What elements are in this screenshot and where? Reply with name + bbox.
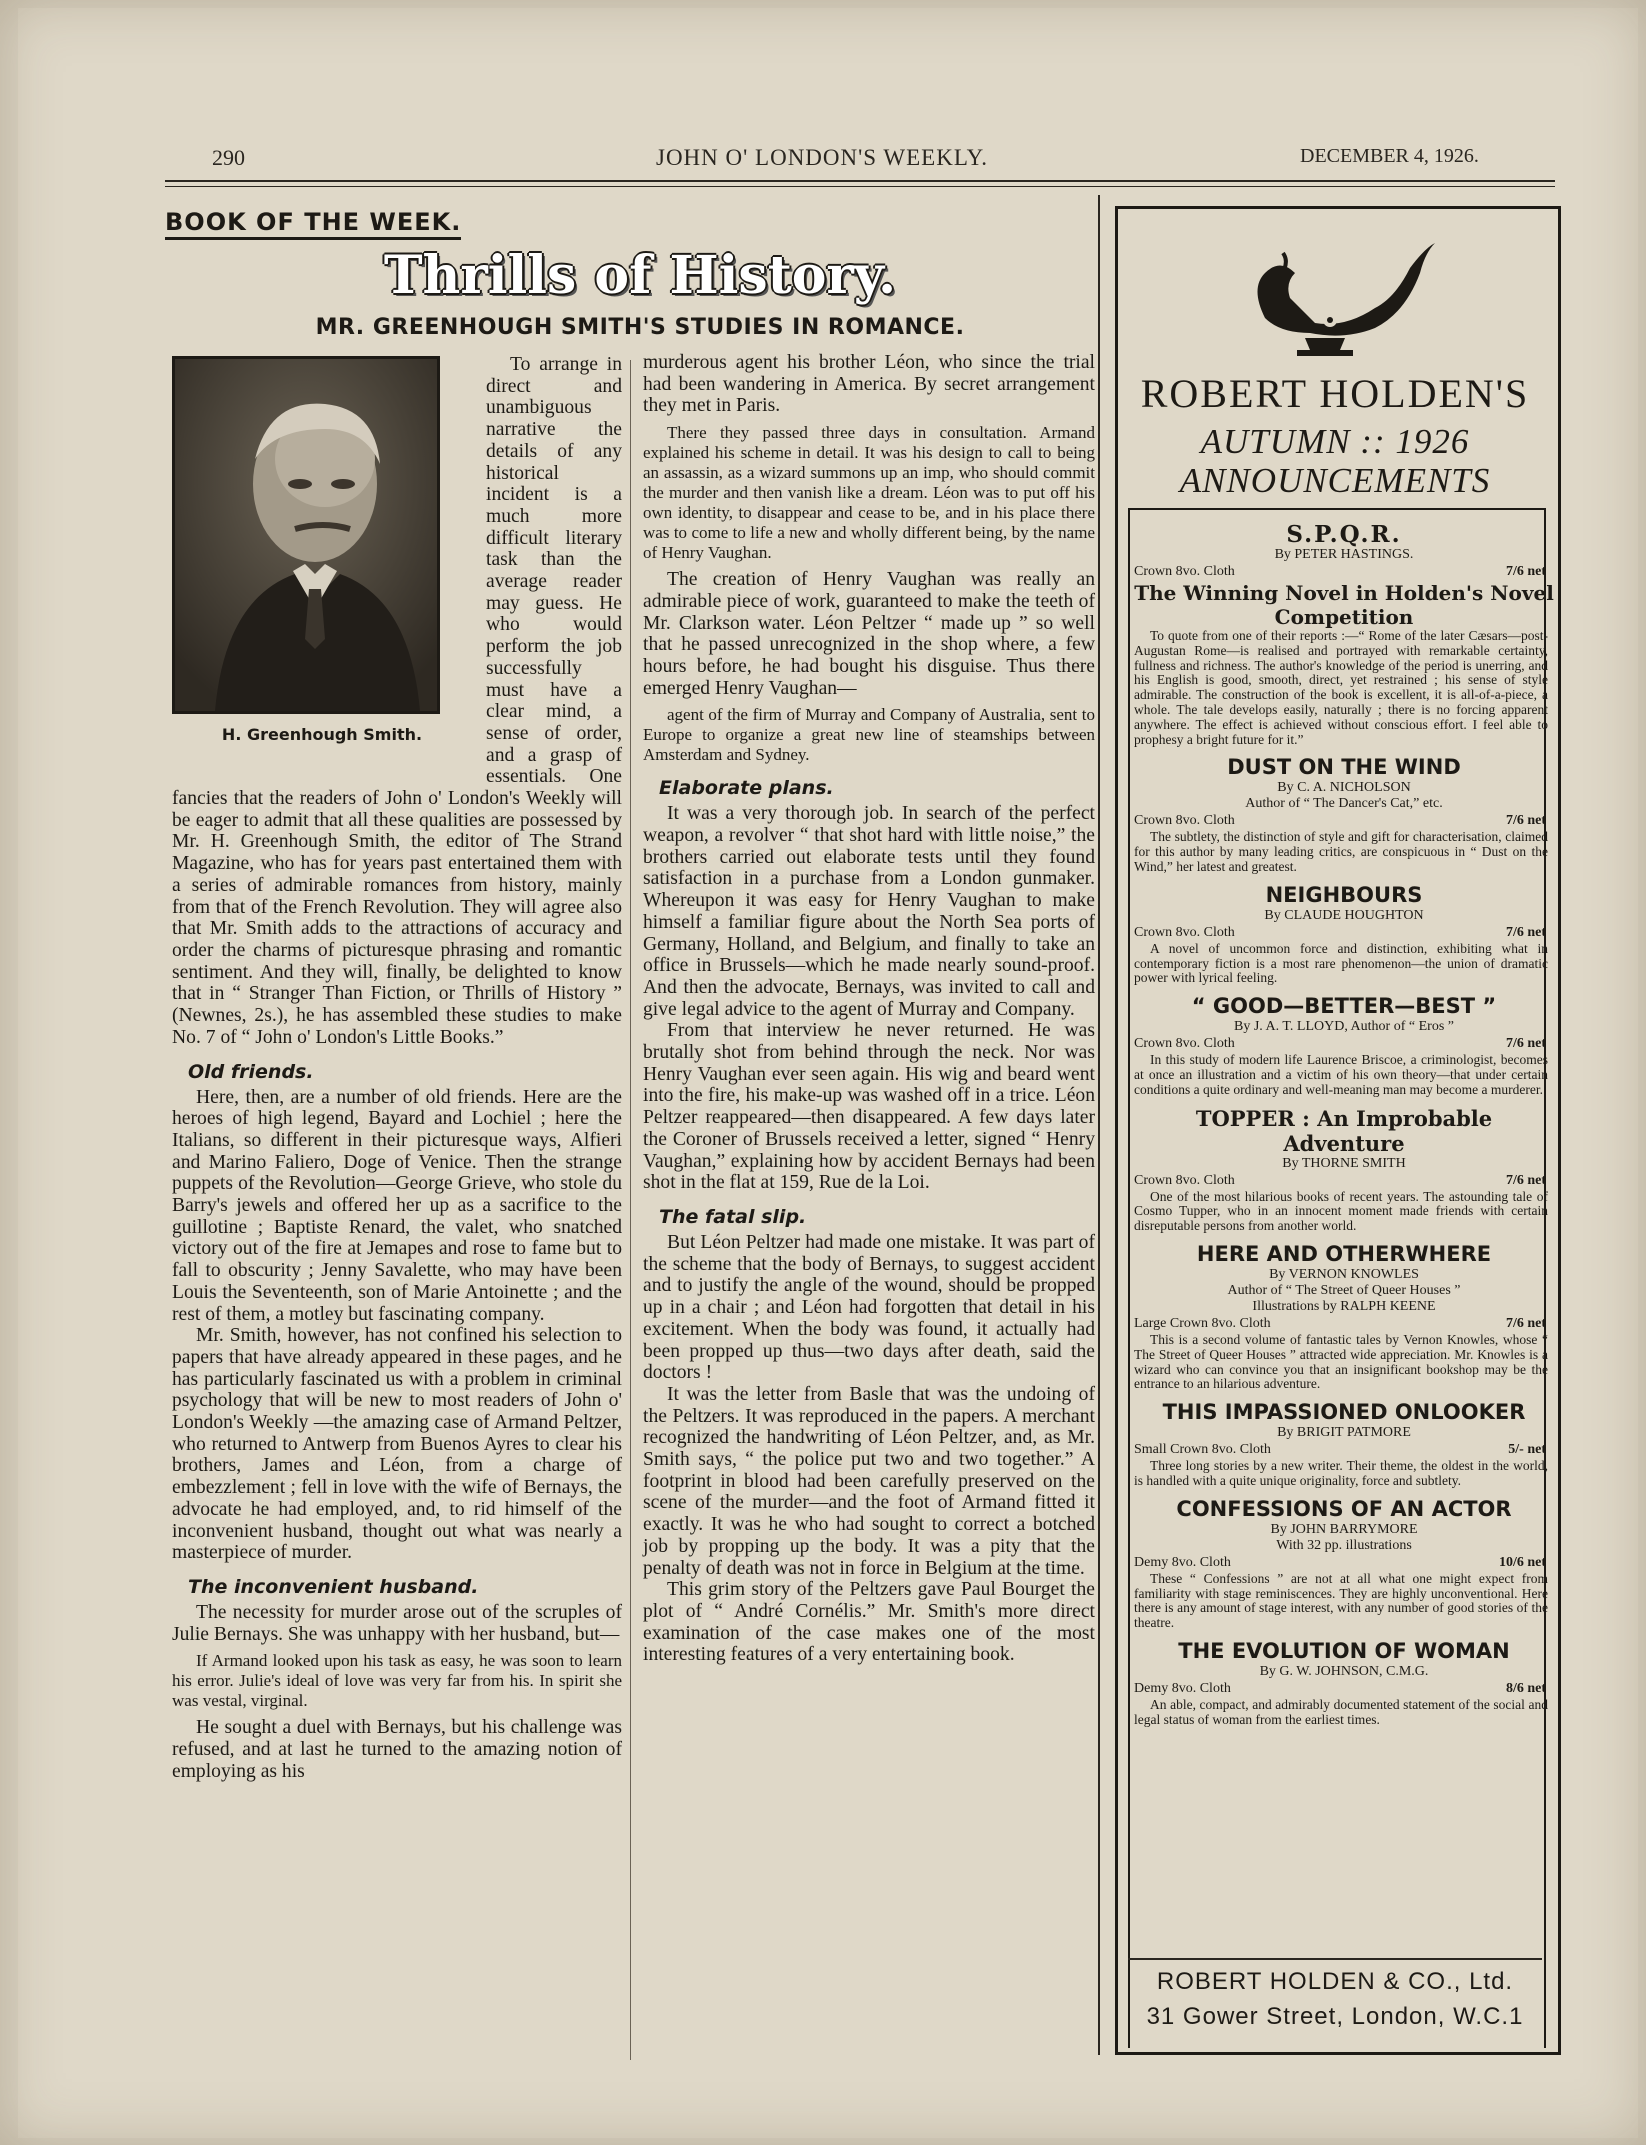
column-divider (630, 360, 631, 2060)
article-column-1 (172, 354, 622, 1782)
paragraph: Here, then, are a number of old friends. Here are the heroes of high legend, Bayard and Lochiel ; here the Italians, so different in their picturesque ways, Alfieri and Marino Faliero, Doge of Venice. Then the strange puppets of the Revolution—George Grieve, who stole du Barry's jewels and offered her up as a sacrifice to the guillotine ; Baptiste Renard, the valet, who snatched victory out of the fire at Jemapes and rose to fame but to fall to obscurity ; Jenny Savalette, who may have been Louis the Seventeenth, son of Marie Antoinette ; and the rest of them, a motley but fascinating company. (172, 1086, 622, 1325)
book-description: To quote from one of their reports :—“ Rome of the later Cæsars—post-Augustan Rome—is realised and portrayed with remarkable certainty, fullness and richness. The author's knowledge of the period is unerring, and his English is good, smooth, direct, yet restrained ; his sense of style admirable. The construction of the book is excellent, it is all-of-a-piece, a whole. The tale develops easily, naturally ; there is no forcing apparent anywhere. The effect is achieved without conscious effort. I feel able to prophesy a bright future for it.” (1134, 628, 1548, 747)
book-format-row (1134, 1554, 1554, 1572)
book-price: 7/6 net (1505, 1036, 1546, 1052)
article-subtitle: MR. GREENHOUGH SMITH'S STUDIES IN ROMANCE. (315, 315, 965, 340)
book-entry (1134, 1639, 1554, 1728)
book-format-row (1134, 1172, 1554, 1190)
book-entry (1134, 1106, 1554, 1234)
quotation: If Armand looked upon his task as easy, he was soon to learn his error. Julie's ideal of love was very far from his. In spirit she was vestal, virginal. (172, 1651, 622, 1711)
book-author: By THORNE SMITH (1282, 1155, 1406, 1171)
paragraph: He sought a duel with Bernays, but his challenge was refused, and at last he turned to the amazing notion of employing as his (172, 1717, 622, 1782)
book-price: 10/6 net (1498, 1554, 1546, 1570)
paragraph: The creation of Henry Vaughan was really an admirable piece of work, guaranteed to make the teeth of Mr. Clarkson water. Léon Peltzer “ made up ” so well that he passed unrecognized in the shop where, a few hours before, he had bought his disguise. Thus there emerged Henry Vaughan— (643, 569, 1095, 699)
book-entry (1134, 883, 1554, 986)
book-entry (1134, 522, 1554, 747)
lamp-logo (1235, 228, 1435, 368)
book-title: “ GOOD—BETTER—BEST ” (1191, 994, 1497, 1019)
book-entry (1134, 994, 1554, 1097)
ad-footer-rule (1128, 1958, 1542, 1960)
publisher-address: 31 Gower Street, London, W.C.1 (1146, 2003, 1524, 2030)
book-price: 8/6 net (1505, 1680, 1546, 1696)
book-entry (1134, 755, 1554, 874)
book-author: By PETER HASTINGS. (1274, 547, 1414, 562)
book-title: THE EVOLUTION OF WOMAN (1178, 1638, 1510, 1663)
book-list (1134, 522, 1554, 1736)
paragraph: To arrange in direct and unambiguous narrative the details of any historical incident is a much more difficult literary task than the average reader may guess. He who would perform the job successfully must have a clear mind, a sense of order, and a grasp of essentials. One fancies that the readers of John o' London's Weekly will be eager to admit that all these qualities are possessed by Mr. H. Greenhough Smith, the editor of The Strand Magazine, who has for years past entertained them with a series of admirable romances from history, mainly from that of the French Revolution. They will agree also that Mr. Smith adds to the attractions of accuracy and order the charms of picturesque phrasing and romantic sentiment. And they will, finally, be delighted to know that in “ Stranger Than Fiction, or Thrills of History ” (Newnes, 2s.), he has assembled these studies to make No. 7 of “ John o' London's Little Books.” (172, 354, 622, 1048)
section-label: BOOK OF THE WEEK. (165, 208, 461, 240)
ad-announcements: ANNOUNCEMENTS (1179, 461, 1491, 500)
book-format-row (1134, 1315, 1554, 1333)
subheading: The fatal slip. (659, 1205, 807, 1228)
header-rule-top (165, 180, 1555, 182)
book-entry (1134, 1497, 1554, 1631)
masthead: JOHN O' LONDON'S WEEKLY. (656, 145, 988, 170)
publisher-name: ROBERT HOLDEN'S (1140, 371, 1530, 416)
book-title: DUST ON THE WIND (1227, 755, 1461, 780)
book-price: 5/- net (1508, 1442, 1546, 1458)
book-description: These “ Confessions ” are not at all what one might expect from familiarity with stage reminiscences. They are highly unconventional. Here there is any amount of stage interest, with any number of good stories of the theatre. (1134, 1570, 1548, 1631)
issue-date: DECEMBER 4, 1926. (1300, 145, 1479, 167)
book-price: 7/6 net (1505, 1315, 1546, 1331)
header-rule-bottom (165, 186, 1555, 187)
paragraph: From that interview he never returned. He was brutally shot from behind through the neck. Nor was Henry Vaughan ever seen again. His wig and beard went into the fire, his make-up was washed off in a trice. Léon Peltzer reappeared—then disappeared. A few days later the Coroner of Brussels received a letter, signed “ Henry Vaughan,” explaining how by accident Bernays had been shot in the flat at 159, Rue de la Loi. (643, 1020, 1095, 1194)
ad-season: AUTUMN :: 1926 (1200, 422, 1470, 461)
book-title: NEIGHBOURS (1265, 882, 1423, 907)
book-award: The Winning Novel in Holden's Novel Competition (1134, 581, 1554, 629)
quotation: There they passed three days in consultation. Armand explained his scheme in detail. It was his design to call to being an assassin, as a wizard summons up an imp, who should commit the murder and then vanish like a dream. Léon was to put off his own identity, to disappear and cease to be, and in his place there was to come to life a new and wholly different being, by the name of Henry Vaughan. (643, 423, 1095, 563)
article-title: Thrills of History. (383, 245, 897, 306)
book-title: CONFESSIONS OF AN ACTOR (1176, 1496, 1512, 1521)
paragraph: This grim story of the Peltzers gave Paul Bourget the plot of “ André Cornélis.” Mr. Smith's more direct examination of the case makes one of the most interesting features of a very entertaining book. (643, 1579, 1095, 1666)
book-format: Small Crown 8vo. Cloth (1134, 1442, 1271, 1458)
photo-caption: H. Greenhough Smith. (221, 725, 423, 744)
book-author: By CLAUDE HOUGHTON (1264, 907, 1424, 923)
book-format-row (1134, 1035, 1554, 1053)
book-note: With 32 pp. illustrations (1276, 1537, 1412, 1553)
book-author: By VERNON KNOWLES (1269, 1266, 1419, 1282)
book-entry (1134, 1400, 1554, 1489)
book-description: The subtlety, the distinction of style and gift for characterisation, claimed for this author by many leading critics, are conspicuous in “ Dust on the Wind,” her latest and greatest. (1134, 829, 1548, 874)
publisher-company: ROBERT HOLDEN & CO., Ltd. (1156, 1968, 1514, 1995)
paragraph: Mr. Smith, however, has not confined his selection to papers that have already appeared in these pages, and he has particularly fascinated us with a problem in criminal psychology that will be new to most readers of John o' London's Weekly —the amazing case of Armand Peltzer, who returned to Antwerp from Buenos Ayres to clear his brothers, James and Léon, from a charge of embezzlement ; fell in love with the wife of Bernays, the advocate he had employed, and, to rid himself of the inconvenient husband, thought out what was nearly a masterpiece of murder. (172, 1325, 622, 1564)
author-portrait (172, 356, 440, 714)
book-format: Crown 8vo. Cloth (1134, 1172, 1235, 1188)
paragraph: murderous agent his brother Léon, who since the trial had been wandering in America. By secret arrangement they met in Paris. (643, 352, 1095, 417)
paragraph: But Léon Peltzer had made one mistake. It was part of the scheme that the body of Bernays, to suggest accident and to justify the angle of the wound, should be propped up in a chair ; and Léon had forgotten that detail in his excitement. When the body was found, it actually had been propped up thus—two days after death, said the doctors ! (643, 1231, 1095, 1384)
book-description: In this study of modern life Laurence Briscoe, a criminologist, becomes at once an illustration and a victim of his own theory—that under certain conditions a quite ordinary and well-meaning man may become a murderer. (1134, 1052, 1548, 1097)
book-title: HERE AND OTHERWHERE (1196, 1241, 1492, 1266)
book-entry (1134, 1242, 1554, 1392)
page-number: 290 (212, 145, 245, 170)
book-description: An able, compact, and admirably documented statement of the social and legal status of woman from the earliest times. (1134, 1696, 1548, 1727)
book-format-row (1134, 812, 1554, 830)
book-format: Large Crown 8vo. Cloth (1134, 1315, 1271, 1331)
book-illustrator: Illustrations by RALPH KEENE (1252, 1298, 1436, 1314)
book-title: THIS IMPASSIONED ONLOOKER (1162, 1400, 1526, 1425)
paragraph: The necessity for murder arose out of the scruples of Julie Bernays. She was unhappy with her husband, but— (172, 1601, 622, 1645)
paragraph: It was a very thorough job. In search of the perfect weapon, a revolver “ that shot hard with little noise,” the brothers carried out elaborate tests until they found satisfaction in a purchase from a London gunmaker. Whereupon it was easy for Henry Vaughan to make himself a familiar figure about the North Sea ports of Germany, Holland, and Belgium, and finally to take an office in Brussels—which he made nearly sound-proof. And then the advocate, Bernays, was invited to call and give legal advice to the agent of Murray and Company. (643, 803, 1095, 1020)
book-author: By C. A. NICHOLSON (1277, 780, 1411, 796)
portrait-image (175, 359, 437, 711)
book-author: By J. A. T. LLOYD, Author of “ Eros ” (1234, 1019, 1454, 1035)
subheading: The inconvenient husband. (188, 1575, 479, 1598)
book-author: By BRIGIT PATMORE (1277, 1425, 1411, 1441)
book-price: 7/6 net (1505, 813, 1546, 829)
author-photo-block (172, 356, 472, 776)
book-note: Author of “ The Street of Queer Houses ” (1227, 1282, 1461, 1298)
book-format-row (1134, 924, 1554, 942)
book-title: TOPPER : An Improbable Adventure (1195, 1105, 1493, 1156)
book-description: This is a second volume of fantastic tales by Vernon Knowles, whose “ The Street of Queer Houses ” attracted wide appreciation. Mr. Knowles is a wizard who can convince you that an insignificant bookshop may be the entrance to an hilarious adventure. (1134, 1331, 1548, 1392)
book-format-row (1134, 1441, 1554, 1459)
subheading: Elaborate plans. (659, 777, 834, 800)
book-note: Author of “ The Dancer's Cat,” etc. (1245, 796, 1443, 812)
quotation: agent of the firm of Murray and Company of Australia, sent to Europe to organize a great new line of steamships between Amsterdam and Sydney. (643, 705, 1095, 765)
book-price: 7/6 net (1505, 924, 1546, 940)
book-price: 7/6 net (1505, 1172, 1546, 1188)
book-description: A novel of uncommon force and distinction, exhibiting what in contemporary fiction is a most rare phenomenon—the union of dramatic power with lyrical feeling. (1134, 940, 1548, 986)
book-format: Demy 8vo. Cloth (1134, 1554, 1231, 1570)
book-description: Three long stories by a new writer. Their theme, the oldest in the world, is handled with a quite unique originality, force and subtlety. (1134, 1458, 1548, 1488)
book-price: 7/6 net (1505, 564, 1546, 579)
paragraph: It was the letter from Basle that was the undoing of the Peltzers. It was reproduced in the papers. A merchant recognized the handwriting of Léon Peltzer, and, as Mr. Smith says, “ the police put two and two together.” A footprint in blood had been carefully preserved on the scene of the murder—and the foot of Armand fitted it exactly. It was he who had sought to correct a botched job by propping up the body. It was a pity that the penalty of death was not in force in Belgium at the time. (643, 1383, 1095, 1579)
book-author: By JOHN BARRYMORE (1270, 1521, 1418, 1537)
book-format: Demy 8vo. Cloth (1134, 1680, 1231, 1696)
book-format: Crown 8vo. Cloth (1134, 1036, 1235, 1052)
book-title: S.P.Q.R. (1286, 521, 1402, 548)
book-format-row (1134, 1680, 1554, 1698)
book-format-row (1134, 563, 1554, 581)
book-format: Crown 8vo. Cloth (1134, 564, 1235, 579)
article-column-2 (643, 352, 1095, 1666)
subheading: Old friends. (188, 1060, 314, 1083)
book-author: By G. W. JOHNSON, C.M.G. (1259, 1663, 1429, 1679)
book-format: Crown 8vo. Cloth (1134, 813, 1235, 829)
book-format: Crown 8vo. Cloth (1134, 924, 1235, 940)
column-rule (1098, 195, 1100, 2055)
book-description: One of the most hilarious books of recent years. The astounding tale of Cosmo Tupper, who in an innocent moment made friends with certain disreputable persons from another world. (1134, 1188, 1548, 1234)
